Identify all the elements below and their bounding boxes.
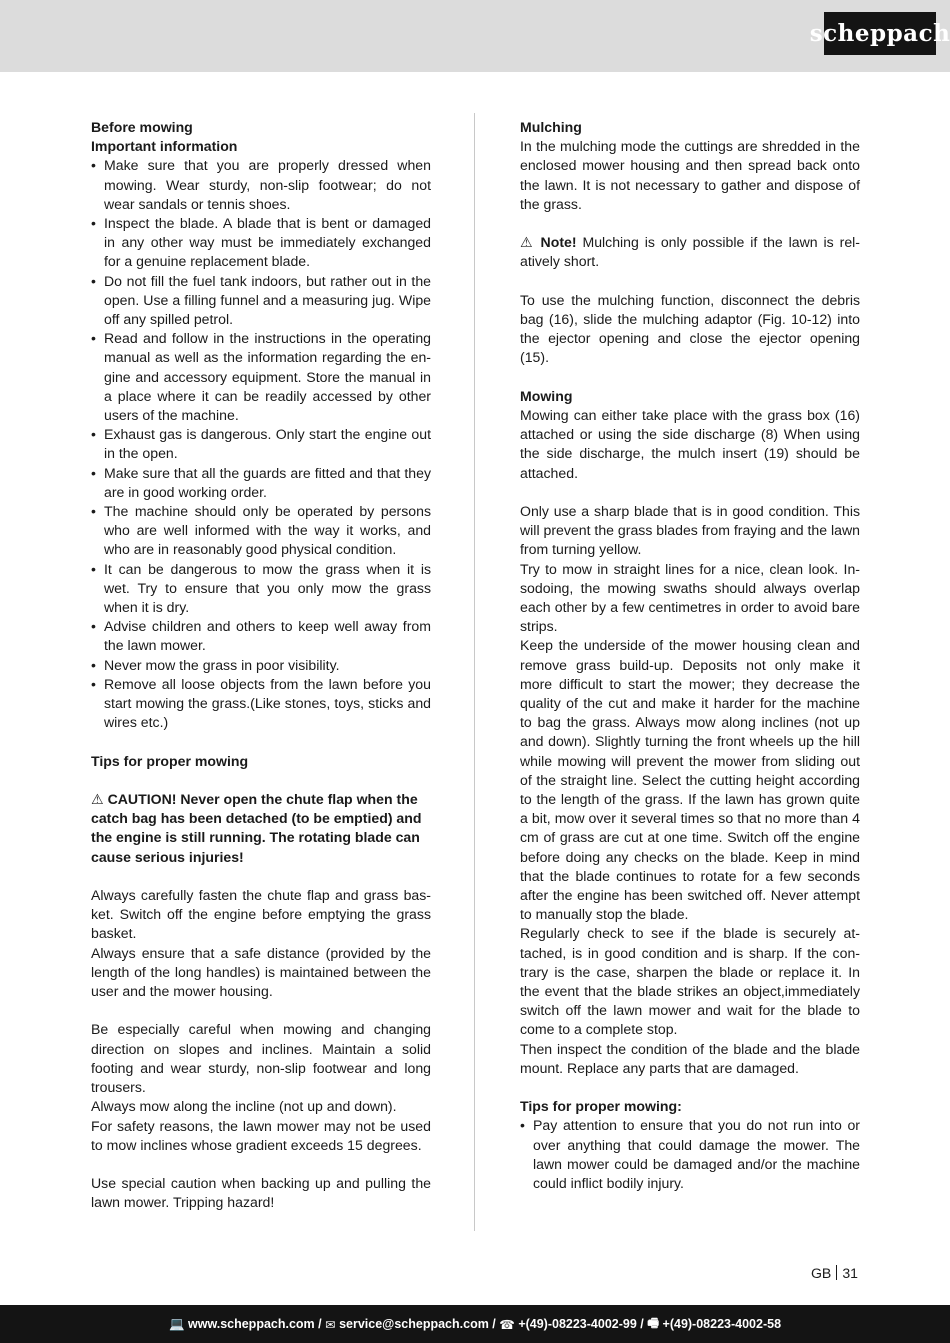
- mulching-heading: Mulching: [520, 119, 582, 135]
- before-mowing-heading: Before mowing: [91, 119, 193, 135]
- incline-paragraph: Always mow along the incline (not up and down).: [91, 1098, 397, 1115]
- mulching-use-paragraph: To use the mulching function, disconnect the debris bag (16), slide the mulching adaptor (Fig. 10-12) into the ejector opening and close the ejector opening (15).: [520, 291, 860, 366]
- caution-paragraph: [91, 790, 431, 867]
- header-bar: [0, 0, 950, 72]
- list-item: • Make sure that all the guards are fitted and that they are in good working order.: [91, 464, 431, 502]
- left-column: [91, 118, 431, 1213]
- brand-logo: scheppach: [824, 12, 936, 55]
- tips-bullet-list: [520, 1116, 860, 1193]
- footer-separator: /: [636, 1317, 648, 1331]
- list-item: • It can be dangerous to mow the grass when it is wet. Try to ensure that you only mow the grass when it is dry.: [91, 560, 431, 618]
- list-item: • Make sure that you are properly dressed when mowing. Wear sturdy, non-slip footwear; do not wear sandals or tennis shoes.: [91, 156, 431, 214]
- note-text: Mulching is only possible if the lawn is relatively short.: [520, 234, 860, 270]
- tips-heading: Tips for proper mowing: [91, 752, 249, 769]
- footer-separator: /: [488, 1317, 500, 1331]
- list-item: • Pay attention to ensure that you do not run into or over anything that could damage the mower. The lawn mower could be damaged and/or the machine could inflict bodily injury.: [520, 1116, 860, 1193]
- regular-check-paragraph: Regularly check to see if the blade is securely attached, is in good condition and is sharp. If the contrary is the case, sharpen the blade or replace it. In the event that the blade strikes an object,immediately switch off the lawn mower and wait for the blade to come to a complete stop.: [520, 925, 860, 1038]
- footer-website[interactable]: www.scheppach.com: [188, 1317, 315, 1331]
- straight-lines-paragraph: Try to mow in straight lines for a nice, clean look. Insodoing, the mowing swaths should always overlap each other by a few centimetres in order to avoid bare strips.: [520, 560, 860, 635]
- note-paragraph: [520, 233, 860, 271]
- list-item: • Read and follow in the instructions in the operating manual as well as the information regarding the engine and accessory equipment. Store the manual in a place where it can be readily accessed by other users of the machine.: [91, 329, 431, 425]
- mowing-heading: Mowing: [520, 387, 573, 404]
- mulching-paragraph: In the mulching mode the cuttings are shredded in the enclosed mower housing and then spread back onto the lawn. It is not necessary to gather and dispose of the grass.: [520, 138, 860, 212]
- fax-icon: 🖷: [647, 1315, 660, 1330]
- page-language: GB: [810, 1265, 832, 1281]
- backing-paragraph: Use special caution when backing up and pulling the lawn mower. Tripping hazard!: [91, 1175, 431, 1211]
- underside-paragraph: Keep the underside of the mower housing clean and remove grass build-up. Deposits not only make it more difficult to start the mower; they decrease the quality of the cut and make it harder for the machine to bag the grass. Always mow along inclines (not up and down). Slightly turning the front wheels up the hill while mowing will prevent the mower from sliding out of the straight line. Select the cutting height according to the length of the grass. If the lawn has grown quite a bit, mow over it several times so that no more than 4 cm of grass are cut at one time. Switch off the engine before doing any checks on the blade. Keep in mind that the blade continues to rotate for a few seconds after the engine has been switched off. Never attempt to manually stop the blade.: [520, 637, 860, 923]
- distance-paragraph: Always ensure that a safe distance (provided by the length of the long handles) is maintained between the user and the mower housing.: [91, 944, 431, 1000]
- phone-icon: ☎: [499, 1317, 515, 1332]
- safety-bullet-list: [91, 156, 431, 732]
- warning-icon: ⚠: [91, 791, 104, 808]
- page-number: [811, 1265, 858, 1281]
- computer-icon: 💻: [168, 1316, 185, 1331]
- inspect-paragraph: Then inspect the condition of the blade and the blade mount. Replace any parts that are damaged.: [520, 1040, 860, 1076]
- list-item: • Inspect the blade. A blade that is bent or damaged in any other way must be immediately exchanged for a genuine replacement blade.: [91, 214, 431, 272]
- gradient-paragraph: For safety reasons, the lawn mower may not be used to mow inclines whose gradient exceeds 15 degrees.: [91, 1117, 431, 1153]
- list-item: • Advise children and others to keep well away from the lawn mower.: [91, 617, 431, 655]
- list-item: • Remove all loose objects from the lawn before you start mowing the grass.(Like stones, toys, sticks and wires etc.): [91, 675, 431, 733]
- right-column: [520, 118, 860, 1193]
- page-number-value: 31: [842, 1265, 858, 1281]
- warning-icon: ⚠: [520, 234, 535, 251]
- list-item: • The machine should only be operated by persons who are well informed with the way it works, and who are in reasonably good physical condition.: [91, 502, 431, 560]
- list-item: • Do not fill the fuel tank indoors, but rather out in the open. Use a filling funnel and a measuring jug. Wipe off any spilled petrol.: [91, 272, 431, 330]
- note-label: Note!: [540, 234, 577, 251]
- column-divider: [474, 113, 475, 1231]
- footer-fax: +(49)-08223-4002-58: [662, 1317, 782, 1331]
- footer-email[interactable]: service@scheppach.com: [339, 1317, 489, 1331]
- mowing-paragraph: Mowing can either take place with the grass box (16) attached or using the side discharge (8) When using the side discharge, the mulch insert (19) should be attached.: [520, 407, 860, 481]
- mail-icon: ✉: [325, 1317, 336, 1332]
- tips-heading-right: Tips for proper mowing:: [520, 1098, 682, 1115]
- footer-separator: /: [314, 1317, 326, 1331]
- footer-bar: [0, 1305, 950, 1343]
- important-info-heading: Important information: [91, 138, 238, 155]
- chute-paragraph: Always carefully fasten the chute flap and grass basket. Switch off the engine before emptying the grass basket.: [91, 887, 431, 942]
- sharp-blade-paragraph: Only use a sharp blade that is in good condition. This will prevent the grass blades from fraying and the lawn from turning yellow.: [520, 503, 860, 558]
- footer-phone: +(49)-08223-4002-99: [518, 1317, 637, 1331]
- page-separator: [836, 1265, 837, 1280]
- slopes-paragraph: Be especially careful when mowing and changing direction on slopes and inclines. Maintain a solid footing and wear sturdy, non-slip footwear and long trousers.: [91, 1021, 431, 1096]
- list-item: • Exhaust gas is dangerous. Only start the engine out in the open.: [91, 425, 431, 463]
- list-item: • Never mow the grass in poor visibility.: [91, 656, 431, 675]
- caution-text: CAUTION! Never open the chute flap when the catch bag has been detached (to be emptied) and the engine is still running. The rotating blade can cause serious injuries!: [91, 791, 422, 865]
